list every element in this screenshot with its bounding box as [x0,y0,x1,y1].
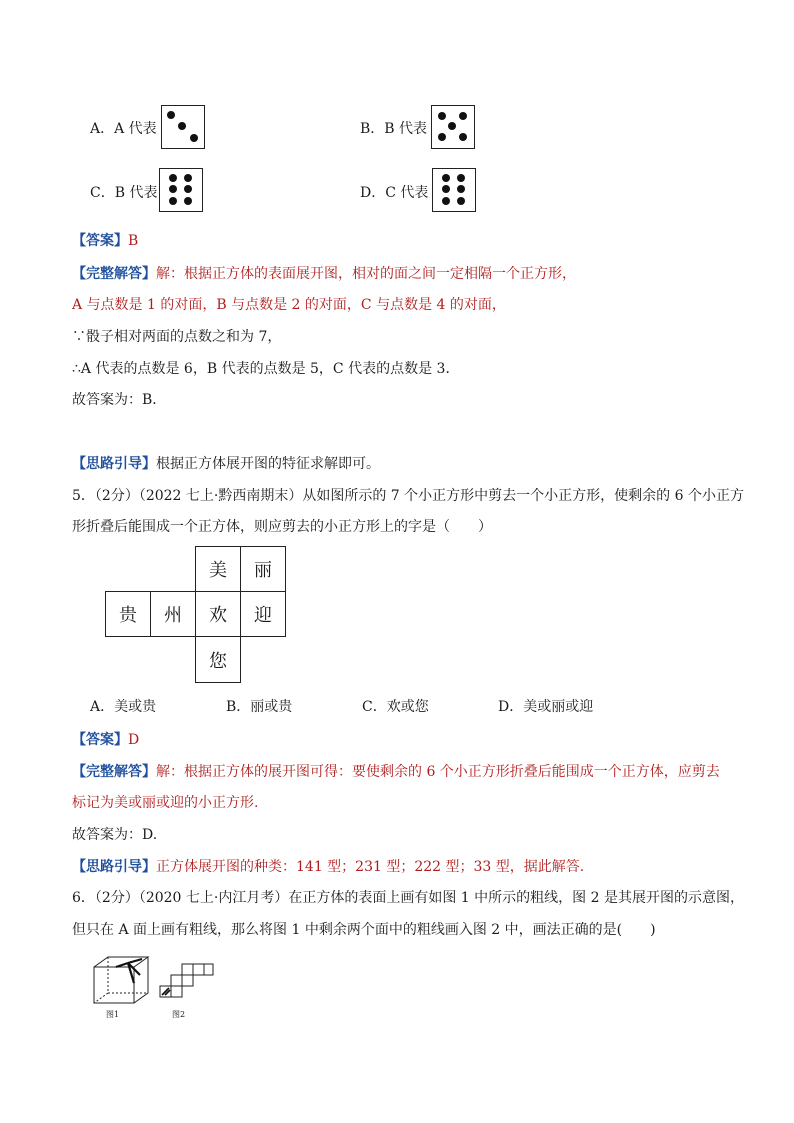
cube-figure-1 [92,955,154,1005]
full-answer-tag: 【完整解答】 [72,266,156,282]
hint-text: 根据正方体展开图的特征求解即可。 [156,456,380,472]
cube-net-figure-2 [158,962,214,998]
figure-1-caption: 图1 [106,1010,120,1019]
answer-value: B [128,233,139,249]
q4-full-line3: ∵骰子相对两面的点数之和为 7， [72,329,282,345]
q6-stem-line1: 6．（2分）（2020 七上·内江月考）在正方体的表面上画有如图 1 中所示的粗线，图 2 是其展开图的示意图， [72,890,744,906]
figure-2-caption: 图2 [172,1010,186,1019]
q4-full-line5: 故答案为：B． [72,392,167,408]
answer-tag: 【答案】 [72,732,128,748]
q5-option-d: D．美或丽或迎 [498,699,594,715]
net-cell-gui: 贵 [105,591,151,637]
q5-stem-line2: 形折叠后能围成一个正方体，则应剪去的小正方形上的字是（ ） [72,519,492,535]
hint-tag: 【思路引导】 [72,456,156,472]
q5-option-b: B．丽或贵 [226,699,293,715]
q5-stem-line1: 5．（2分）（2022 七上·黔西南期末）从如图所示的 7 个小正方形中剪去一个小正方形，使剩余的 6 个小正方 [72,488,744,504]
q5-hint-line [72,856,584,876]
dice-six-icon [432,168,476,212]
hint-tag: 【思路引导】 [72,859,156,875]
q5-option-a: A．美或贵 [90,699,157,715]
q4-full-line1 [72,263,576,283]
dice-three-icon [161,105,205,149]
full-answer-text: 解：根据正方体的展开图可得：要使剩余的 6 个小正方形折叠后能围成一个正方体，应剪去 [156,764,720,780]
q4-hint-line [72,453,380,473]
net-cell-li: 丽 [240,546,286,592]
net-cell-mei: 美 [195,546,241,592]
q5-full-line3: 故答案为：D. [72,827,158,843]
q5-option-c: C．欢或您 [362,699,429,715]
q4-answer-line [72,230,138,250]
full-answer-tag: 【完整解答】 [72,764,156,780]
option-a-label: A．A 代表 [90,121,157,137]
q4-full-line2: A 与点数是 1 的对面，B 与点数是 2 的对面，C 与点数是 4 的对面， [72,297,506,313]
net-cell-zhou: 州 [150,591,196,637]
q4-full-line4: ∴A 代表的点数是 6，B 代表的点数是 5，C 代表的点数是 3． [72,361,460,377]
q5-full-line1 [72,761,720,781]
dice-five-icon [431,105,475,149]
q5-full-line2: 标记为美或丽或迎的小正方形. [72,795,259,811]
net-cell-nin: 您 [195,636,241,683]
q6-stem-line2: 但只在 A 面上画有粗线，那么将图 1 中剩余两个面中的粗线画入图 2 中，画法正确的是( ) [72,922,656,938]
answer-value: D [128,732,140,748]
net-cell-ying: 迎 [240,591,286,637]
option-d-label: D．C 代表 [360,185,429,201]
answer-tag: 【答案】 [72,233,128,249]
option-c-label: C．B 代表 [90,185,158,201]
option-b-label: B．B 代表 [360,121,428,137]
q5-answer-line [72,729,139,749]
net-cell-huan: 欢 [195,591,241,637]
hint-text: 正方体展开图的种类：141 型；231 型；222 型；33 型，据此解答. [156,859,585,875]
full-answer-text: 解：根据正方体的表面展开图，相对的面之间一定相隔一个正方形， [156,266,576,282]
dice-six-icon [159,168,203,212]
